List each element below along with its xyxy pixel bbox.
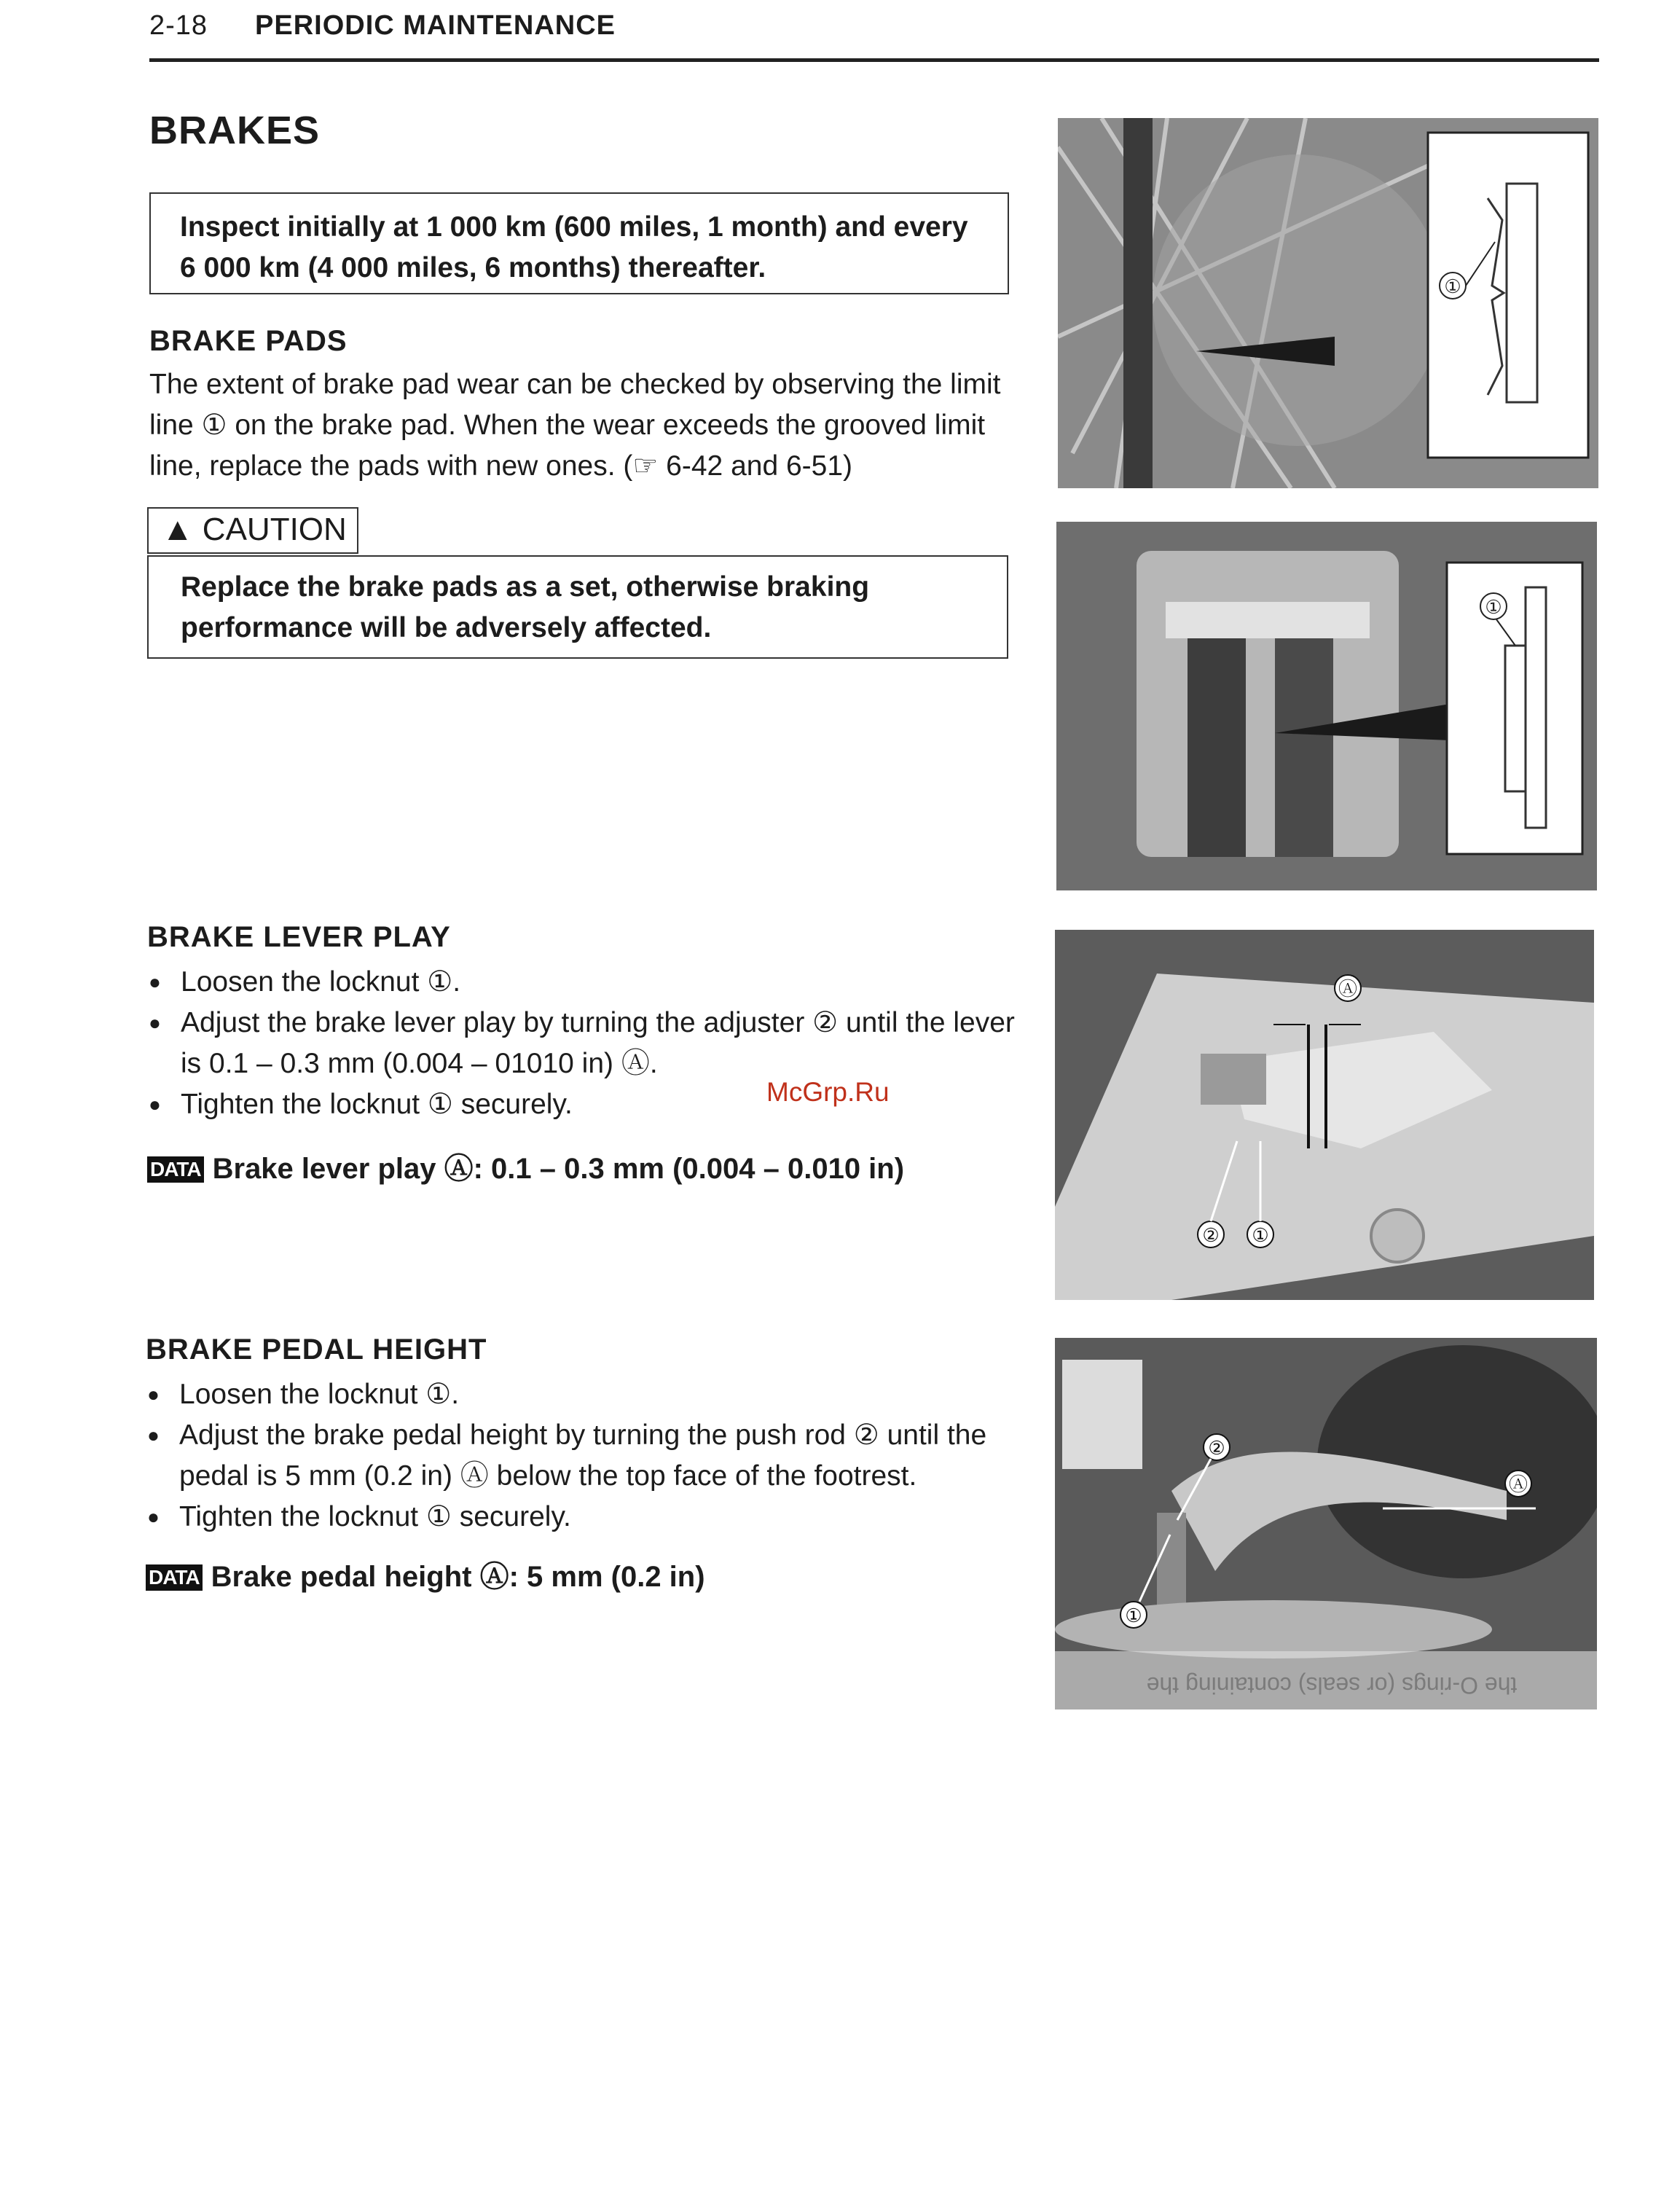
brake-lever-spec-text: Brake lever play Ⓐ: 0.1 – 0.3 mm (0.004 – 0.010 in): [212, 1153, 905, 1185]
brake-pad-photo: [1058, 118, 1598, 488]
interval-note: Inspect initially at 1 000 km (600 miles, 1 month) and every 6 000 km (4 000 miles, 6 months) thereafter.: [149, 192, 1009, 294]
brake-pedal-photo: [1055, 1338, 1597, 1709]
page-header: [149, 10, 1599, 61]
list-item: ● Adjust the brake pedal height by turning the push rod ② until the pedal is 5 mm (0.2 in) Ⓐ below the top face of the footrest.: [146, 1415, 1020, 1497]
brake-pedal-steps: [146, 1374, 1020, 1538]
brake-caliper-photo: [1056, 522, 1597, 890]
callout-1: ①: [1485, 596, 1502, 618]
brake-pedal-spec-text: Brake pedal height Ⓐ: 5 mm (0.2 in): [211, 1561, 705, 1593]
header-rule: [149, 58, 1599, 62]
data-icon: DATA: [147, 1156, 204, 1183]
bleed-through-text: the O-rings (or seals) containing the: [1146, 1672, 1518, 1699]
watermark: McGrp.Ru: [766, 1077, 890, 1107]
brake-lever-spec: [147, 1145, 904, 1187]
brake-lever-play-heading: BRAKE LEVER PLAY: [147, 921, 451, 953]
caution-label-text: CAUTION: [202, 512, 347, 547]
brake-lever-steps: [147, 962, 1021, 1125]
brake-pads-heading: BRAKE PADS: [149, 325, 348, 357]
brake-pads-text: The extent of brake pad wear can be checked by observing the limit line ① on the brake pad. When the wear exceeds the grooved limit line, replace the pads with new ones. (☞ 6-42 and 6-51): [149, 369, 1001, 482]
data-icon: DATA: [146, 1564, 203, 1591]
list-item: ● Loosen the locknut ①.: [147, 962, 1021, 1003]
callout-A: Ⓐ: [1508, 1473, 1528, 1495]
callout-1: ①: [1444, 275, 1461, 297]
callout-2: ②: [1208, 1437, 1225, 1459]
caution-label: [147, 507, 358, 554]
callout-1: ①: [1252, 1224, 1269, 1246]
callout-A: Ⓐ: [1338, 978, 1358, 1000]
warning-triangle-icon: ▲: [162, 512, 194, 547]
section-title: PERIODIC MAINTENANCE: [255, 10, 616, 41]
brake-pedal-spec: [146, 1554, 705, 1595]
list-item: ● Adjust the brake lever play by turning the adjuster ② until the lever is 0.1 – 0.3 mm (0.004 – 01010 in) Ⓐ.: [147, 1003, 1021, 1084]
callout-2: ②: [1202, 1224, 1220, 1246]
page-title: BRAKES: [149, 109, 321, 152]
list-item: ● Loosen the locknut ①.: [146, 1374, 1020, 1415]
callout-1: ①: [1125, 1605, 1142, 1626]
list-item: ● Tighten the locknut ① securely.: [146, 1497, 1020, 1538]
page-number: 2-18: [149, 10, 208, 41]
brake-pedal-height-heading: BRAKE PEDAL HEIGHT: [146, 1333, 487, 1366]
brake-lever-photo: [1055, 930, 1594, 1300]
list-item: ● Tighten the locknut ① securely.: [147, 1084, 1021, 1125]
caution-text: Replace the brake pads as a set, otherwise braking performance will be adversely affected.: [147, 555, 1008, 659]
